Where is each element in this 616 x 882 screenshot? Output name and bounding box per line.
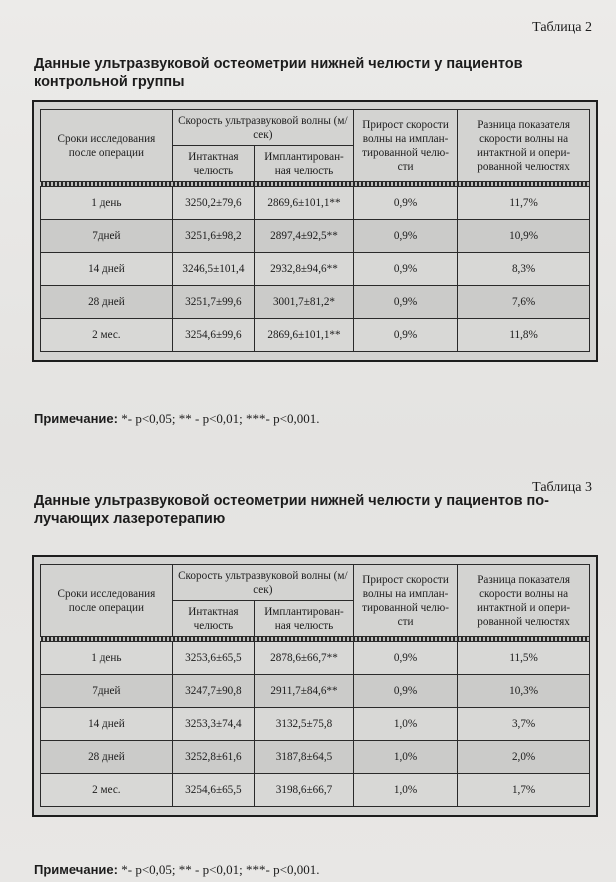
table2-header-period: Сроки исследования после операции — [41, 110, 173, 182]
cell-implanted: 3198,6±66,7 — [255, 774, 354, 807]
cell-implanted: 2932,8±94,6** — [255, 253, 354, 286]
table2-header-intact: Интактная челюсть — [172, 146, 254, 182]
table3-frame — [32, 555, 598, 817]
cell-period: 1 день — [41, 642, 173, 675]
cell-implanted: 3001,7±81,2* — [255, 286, 354, 319]
cell-intact: 3251,7±99,6 — [172, 286, 254, 319]
cell-implanted: 2911,7±84,6** — [255, 675, 354, 708]
table-row — [41, 741, 590, 774]
cell-diff: 3,7% — [458, 708, 590, 741]
table3-title: Данные ультразвуковой остеометрии нижней челюсти у пациентов по-лучающих лазеротерапию — [34, 493, 549, 527]
cell-increase: 1,0% — [353, 741, 457, 774]
cell-implanted: 2897,4±92,5** — [255, 220, 354, 253]
table-row — [41, 220, 590, 253]
cell-diff: 11,7% — [458, 187, 590, 220]
cell-increase: 0,9% — [353, 675, 457, 708]
cell-increase: 1,0% — [353, 708, 457, 741]
cell-implanted: 2878,6±66,7** — [255, 642, 354, 675]
table3-header-implanted: Имплантирован-ная челюсть — [255, 601, 354, 637]
cell-increase: 0,9% — [353, 319, 457, 352]
cell-increase: 0,9% — [353, 220, 457, 253]
table3-header-intact: Интактная челюсть — [172, 601, 254, 637]
table3-note-text: *- p<0,05; ** - p<0,01; ***- p<0,001. — [117, 862, 320, 877]
table-row — [41, 708, 590, 741]
cell-diff: 2,0% — [458, 741, 590, 774]
cell-period: 28 дней — [41, 741, 173, 774]
table-row — [41, 774, 590, 807]
table2-label: Таблица 2 — [532, 20, 592, 35]
table3-body — [41, 565, 590, 642]
cell-diff: 8,3% — [458, 253, 590, 286]
cell-diff: 11,5% — [458, 642, 590, 675]
cell-intact: 3252,8±61,6 — [172, 741, 254, 774]
cell-intact: 3250,2±79,6 — [172, 187, 254, 220]
cell-period: 7дней — [41, 675, 173, 708]
table-row — [41, 187, 590, 220]
table3-rows — [41, 642, 590, 807]
table2-title: Данные ультразвуковой остеометрии нижней челюсти у пациентов контрольной группы — [34, 56, 523, 90]
cell-implanted: 3132,5±75,8 — [255, 708, 354, 741]
cell-intact: 3247,7±90,8 — [172, 675, 254, 708]
cell-implanted: 2869,6±101,1** — [255, 319, 354, 352]
table3-note — [34, 862, 319, 878]
cell-diff: 10,9% — [458, 220, 590, 253]
cell-diff: 10,3% — [458, 675, 590, 708]
table2-body — [41, 110, 590, 187]
table-row — [41, 319, 590, 352]
cell-period: 1 день — [41, 187, 173, 220]
cell-implanted: 2869,6±101,1** — [255, 187, 354, 220]
table2-header-speed: Скорость ультразвуковой волны (м/сек) — [172, 110, 353, 146]
cell-increase: 0,9% — [353, 253, 457, 286]
table-row — [41, 253, 590, 286]
cell-increase: 1,0% — [353, 774, 457, 807]
cell-period: 2 мес. — [41, 319, 173, 352]
cell-intact: 3254,6±65,5 — [172, 774, 254, 807]
cell-diff: 11,8% — [458, 319, 590, 352]
table2-frame — [32, 100, 598, 362]
cell-intact: 3254,6±99,6 — [172, 319, 254, 352]
cell-period: 2 мес. — [41, 774, 173, 807]
table2-header-implanted: Имплантирован-ная челюсть — [255, 146, 354, 182]
table2-note-text: *- p<0,05; ** - p<0,01; ***- p<0,001. — [117, 411, 320, 426]
cell-intact: 3253,6±65,5 — [172, 642, 254, 675]
cell-diff: 1,7% — [458, 774, 590, 807]
cell-implanted: 3187,8±64,5 — [255, 741, 354, 774]
table2-header-increase: Прирост скорости волны на имплан-тированной челю-сти — [353, 110, 457, 182]
table3-header-speed: Скорость ультразвуковой волны (м/сек) — [172, 565, 353, 601]
cell-period: 28 дней — [41, 286, 173, 319]
cell-increase: 0,9% — [353, 642, 457, 675]
cell-increase: 0,9% — [353, 187, 457, 220]
table2-rows — [41, 187, 590, 352]
table-row — [41, 286, 590, 319]
cell-diff: 7,6% — [458, 286, 590, 319]
table3-note-label: Примечание: — [34, 862, 118, 877]
table3-header-increase: Прирост скорости волны на имплан-тированной челю-сти — [353, 565, 457, 637]
table2 — [40, 109, 590, 352]
table2-note-label: Примечание: — [34, 411, 118, 426]
cell-period: 14 дней — [41, 253, 173, 286]
table-row — [41, 642, 590, 675]
table3-label: Таблица 3 — [532, 480, 592, 495]
cell-period: 14 дней — [41, 708, 173, 741]
cell-intact: 3246,5±101,4 — [172, 253, 254, 286]
cell-period: 7дней — [41, 220, 173, 253]
table3-header-diff: Разница показателя скорости волны на интактной и опери-рованной челюстях — [458, 565, 590, 637]
cell-intact: 3253,3±74,4 — [172, 708, 254, 741]
table-row — [41, 675, 590, 708]
cell-intact: 3251,6±98,2 — [172, 220, 254, 253]
table3 — [40, 564, 590, 807]
table3-header-period: Сроки исследования после операции — [41, 565, 173, 637]
cell-increase: 0,9% — [353, 286, 457, 319]
table2-header-diff: Разница показателя скорости волны на интактной и опери-рованной челюстях — [458, 110, 590, 182]
table2-note — [34, 411, 319, 427]
